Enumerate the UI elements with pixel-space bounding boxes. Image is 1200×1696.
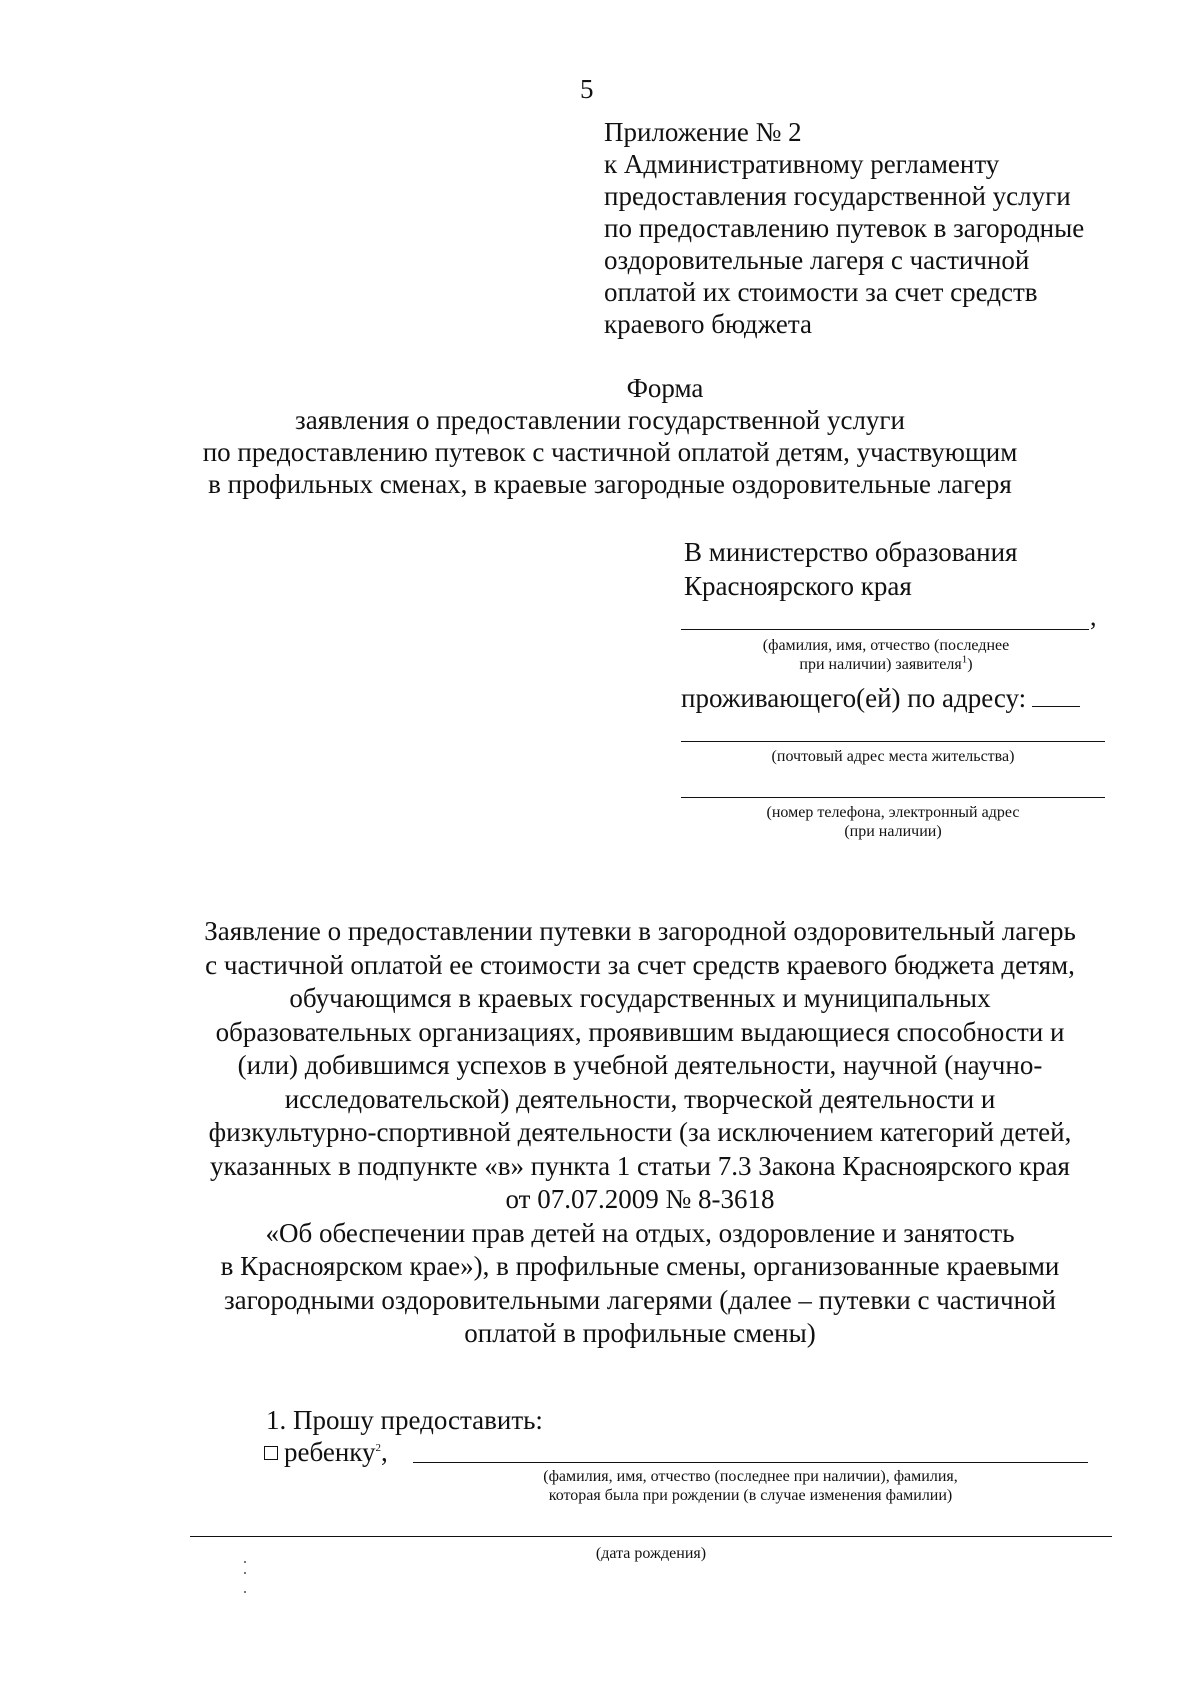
caption-line: (номер телефона, электронный адрес bbox=[766, 804, 1020, 821]
caption-line: (фамилия, имя, отчество (последнее bbox=[762, 637, 1010, 654]
caption-text: ) bbox=[967, 656, 973, 673]
living-address-row bbox=[681, 683, 1080, 714]
footnote-marker: 2 bbox=[375, 1442, 382, 1454]
form-title bbox=[0, 372, 1200, 500]
caption-line: (при наличии) bbox=[844, 823, 942, 840]
child-name-field[interactable] bbox=[413, 1462, 1088, 1463]
birth-date-field[interactable] bbox=[190, 1536, 1112, 1537]
form-title-line: в профильных сменах, в краевые загородные оздоровительные лагеря bbox=[208, 469, 1012, 499]
caption-line: которая была при рождении (в случае изменения фамилии) bbox=[548, 1487, 953, 1504]
statement-line: исследовательской) деятельности, творческой деятельности и bbox=[284, 1083, 996, 1114]
statement-title bbox=[150, 915, 1130, 1351]
contact-field[interactable] bbox=[681, 797, 1105, 798]
child-checkbox[interactable] bbox=[264, 1446, 278, 1460]
scan-speck bbox=[244, 1561, 246, 1563]
addressee-block bbox=[684, 535, 1017, 603]
contact-caption bbox=[681, 803, 1105, 841]
appendix-line: краевого бюджета bbox=[604, 309, 812, 339]
statement-line: с частичной оплатой ее стоимости за счет средств краевого бюджета детям, bbox=[205, 949, 1075, 980]
postal-address-field[interactable] bbox=[681, 741, 1105, 742]
form-title-line: Форма bbox=[626, 373, 704, 403]
appendix-line: по предоставлению путевок в загородные bbox=[604, 213, 1085, 243]
scan-speck bbox=[244, 1572, 246, 1574]
applicant-name-comma: , bbox=[1090, 602, 1097, 631]
addressee-line: В министерство образования bbox=[684, 537, 1018, 567]
child-name-caption bbox=[413, 1467, 1088, 1505]
statement-line: от 07.07.2009 № 8-3618 bbox=[505, 1184, 775, 1214]
page-number: 5 bbox=[580, 74, 594, 104]
postal-address-caption: (почтовый адрес места жительства) bbox=[771, 748, 1015, 765]
applicant-name-caption bbox=[681, 636, 1091, 674]
living-address-field[interactable] bbox=[1032, 686, 1080, 707]
statement-line: обучающимся в краевых государственных и муниципальных bbox=[289, 983, 991, 1013]
request-heading: 1. Прошу предоставить: bbox=[266, 1405, 543, 1435]
addressee-line: Красноярского края bbox=[684, 571, 912, 601]
child-row bbox=[264, 1437, 388, 1468]
child-label: ребенку bbox=[284, 1437, 376, 1467]
caption-line bbox=[681, 655, 1091, 674]
appendix-line: Приложение № 2 bbox=[604, 117, 802, 147]
statement-line: образовательных организациях, проявившим выдающиеся способности и bbox=[215, 1016, 1065, 1047]
appendix-line: предоставления государственной услуги bbox=[604, 181, 1071, 211]
scan-speck bbox=[244, 1591, 246, 1593]
birth-date-caption: (дата рождения) bbox=[595, 1545, 707, 1562]
caption-line: (фамилия, имя, отчество (последнее при наличии), фамилия, bbox=[543, 1468, 958, 1485]
statement-line: оплатой в профильные смены) bbox=[464, 1318, 816, 1348]
appendix-header bbox=[604, 116, 1084, 340]
child-comma: , bbox=[381, 1437, 388, 1467]
appendix-line: оплатой их стоимости за счет средств bbox=[604, 277, 1038, 307]
statement-line: в Красноярском крае»), в профильные смены, организованные краевыми bbox=[220, 1251, 1060, 1281]
statement-line: Заявление о предоставлении путевки в загородной оздоровительный лагерь bbox=[204, 916, 1076, 946]
caption-text: при наличии) заявителя bbox=[799, 656, 962, 673]
appendix-line: оздоровительные лагеря с частичной bbox=[604, 245, 1030, 275]
statement-line: физкультурно-спортивной деятельности (за исключением категорий детей, bbox=[208, 1117, 1072, 1147]
statement-line: загородными оздоровительными лагерями (далее – путевки с частичной bbox=[223, 1284, 1056, 1315]
statement-line: указанных в подпункте «в» пункта 1 статьи 7.3 Закона Красноярского края bbox=[210, 1150, 1070, 1181]
living-address-label: проживающего(ей) по адресу: bbox=[681, 683, 1027, 713]
statement-line: «Об обеспечении прав детей на отдых, оздоровление и занятость bbox=[265, 1217, 1015, 1248]
form-title-line: заявления о предоставлении государственной услуги bbox=[295, 405, 905, 435]
form-title-line: по предоставлению путевок с частичной оплатой детям, участвующим bbox=[202, 437, 1018, 467]
appendix-line: к Административному регламенту bbox=[604, 149, 1000, 179]
footnote-marker: 1 bbox=[961, 653, 968, 666]
applicant-name-field[interactable] bbox=[681, 629, 1089, 630]
statement-line: (или) добившимся успехов в учебной деятельности, научной (научно- bbox=[237, 1050, 1043, 1080]
